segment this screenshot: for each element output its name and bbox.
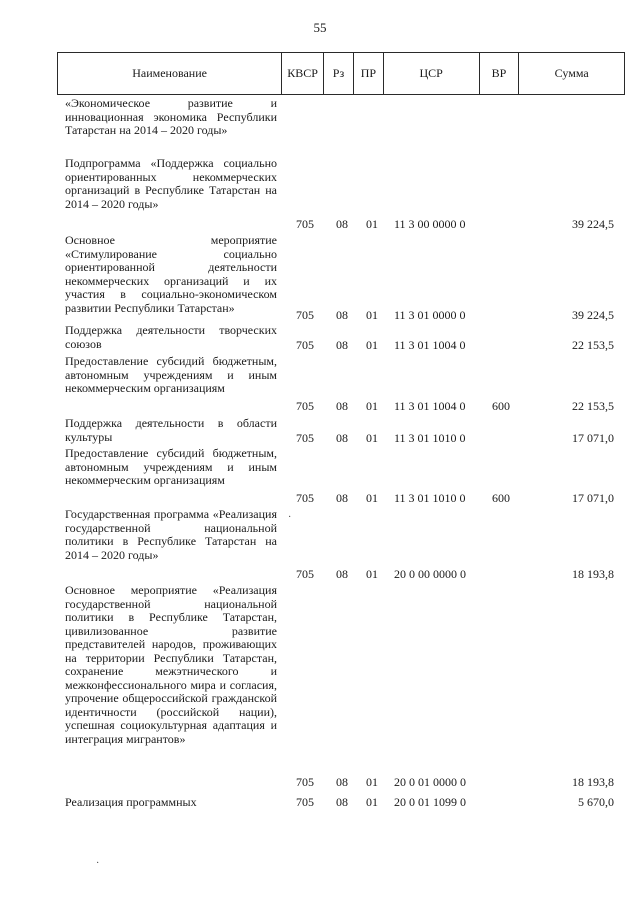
row-csr: 20 0 01 0000 0	[394, 775, 466, 789]
row-kvsr: 705	[296, 491, 314, 505]
row-csr: 20 0 01 1099 0	[394, 795, 466, 809]
row-name: Государственная программа «Реализация государственной национальной политики в Республике Татарстан на 2014 – 2020 годы»	[65, 507, 277, 562]
row-kvsr: 705	[296, 431, 314, 445]
row-name: Подпрограмма «Поддержка социально ориентированных некоммерческих организаций в Республике Татарстан на 2014 – 2020 годы»	[65, 156, 277, 211]
row-name: Основное мероприятие «Реализация государственной национальной политики в Республике Татарстан, цивилизованное развитие представителей народов, проживающих на территории Республики Татарстан, сохранение межэтнического и межконфессионального мира и согласия, упрочение общероссийской гражданской идентичности (российской нации), успешная социокультурная адаптация и интеграция мигрантов»	[65, 583, 277, 746]
row-sum: 39 224,5	[572, 217, 614, 231]
row-vr: 600	[492, 491, 510, 505]
row-name: Основное мероприятие «Стимулирование социально ориентированной деятельности некоммерческих организаций и их участия в социально-экономическом развитии Республики Татарстан»	[65, 233, 277, 315]
row-kvsr: 705	[296, 567, 314, 581]
row-pr: 01	[366, 338, 378, 352]
row-rz: 08	[336, 775, 348, 789]
row-csr: 11 3 01 1010 0	[394, 491, 466, 505]
scan-speck: ·	[96, 858, 100, 869]
row-sum: 18 193,8	[572, 567, 614, 581]
row-sum: 18 193,8	[572, 775, 614, 789]
row-pr: 01	[366, 399, 378, 413]
row-pr: 01	[366, 431, 378, 445]
header-sum: Сумма	[554, 66, 589, 80]
row-pr: 01	[366, 217, 378, 231]
row-kvsr: 705	[296, 338, 314, 352]
row-pr: 01	[366, 795, 378, 809]
row-name: Поддержка деятельности творческих союзов	[65, 323, 277, 351]
row-pr: 01	[366, 775, 378, 789]
row-sum: 5 670,0	[578, 795, 614, 809]
row-sum: 39 224,5	[572, 308, 614, 322]
row-vr: 600	[492, 399, 510, 413]
row-rz: 08	[336, 795, 348, 809]
row-csr: 11 3 01 0000 0	[394, 308, 466, 322]
row-rz: 08	[336, 567, 348, 581]
row-kvsr: 705	[296, 399, 314, 413]
header-rz: Рз	[324, 53, 354, 94]
row-rz: 08	[336, 338, 348, 352]
row-kvsr: 705	[296, 795, 314, 809]
header-csr: ЦСР	[384, 53, 480, 94]
header-pr: ПР	[354, 53, 384, 94]
header-name: Наименование	[58, 53, 282, 94]
row-csr: 11 3 01 1004 0	[394, 338, 466, 352]
row-rz: 08	[336, 431, 348, 445]
row-pr: 01	[366, 491, 378, 505]
row-sum: 22 153,5	[572, 338, 614, 352]
page-number: 55	[313, 20, 327, 35]
header-kvsr: КВСР	[282, 53, 324, 94]
row-name: Реализация программных	[65, 795, 197, 809]
row-pr: 01	[366, 308, 378, 322]
row-pr: 01	[366, 567, 378, 581]
row-kvsr: 705	[296, 308, 314, 322]
row-name: Предоставление субсидий бюджетным, автономным учреждениям и иным некоммерческим организациям	[65, 354, 277, 395]
row-csr: 20 0 00 0000 0	[394, 567, 466, 581]
row-kvsr: 705	[296, 775, 314, 789]
row-sum: 17 071,0	[572, 491, 614, 505]
row-rz: 08	[336, 308, 348, 322]
row-name: «Экономическое развитие и инновационная экономика Республики Татарстан на 2014 – 2020 годы»	[65, 96, 277, 137]
row-kvsr: 705	[296, 217, 314, 231]
row-name: Поддержка деятельности в области культуры	[65, 416, 277, 444]
row-csr: 11 3 01 1004 0	[394, 399, 466, 413]
row-rz: 08	[336, 217, 348, 231]
row-csr: 11 3 00 0000 0	[394, 217, 466, 231]
table-header	[57, 52, 625, 95]
row-sum: 17 071,0	[572, 431, 614, 445]
scan-speck: ·	[288, 512, 292, 523]
row-name: Предоставление субсидий бюджетным, автономным учреждениям и иным некоммерческим организациям	[65, 446, 277, 487]
row-rz: 08	[336, 491, 348, 505]
row-sum: 22 153,5	[572, 399, 614, 413]
header-vr: ВР	[480, 53, 520, 94]
row-csr: 11 3 01 1010 0	[394, 431, 466, 445]
row-rz: 08	[336, 399, 348, 413]
